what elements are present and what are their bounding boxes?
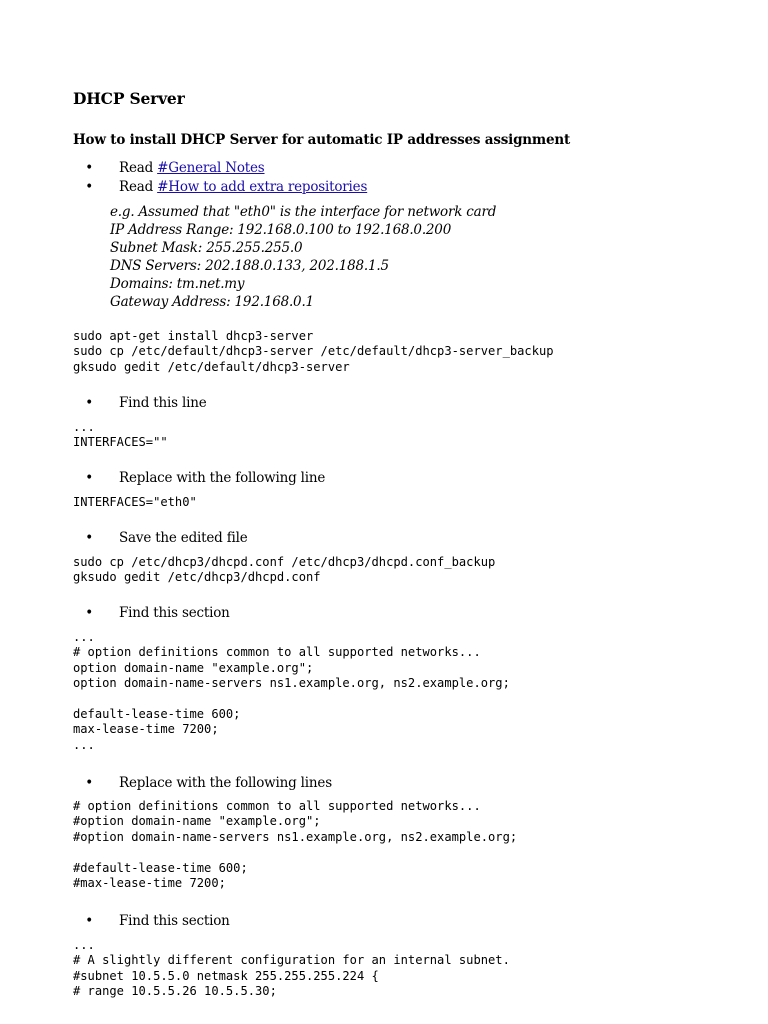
code-block-interfaces-eth0: INTERFACES="eth0": [73, 495, 197, 509]
code-block-options-commented: # option definitions common to all supported networks... #option domain-name "example.org"; #option domain-name-servers ns1.example.org, ns2.example.org; #default-lease-time 600; #max-lease-time 7200;: [73, 799, 518, 891]
page-title: DHCP Server: [73, 89, 185, 108]
step-list: [85, 912, 230, 931]
list-item: • Read #General Notes: [100, 159, 367, 178]
bullet-icon: •: [85, 470, 93, 486]
code-block-options-original: ... # option definitions common to all supported networks... option domain-name "example.org"; option domain-name-servers ns1.example.org, ns2.example.org; default-lease-time 600; max-lease-time 7200; ...: [73, 630, 510, 752]
step-list: [85, 529, 248, 548]
step-list: [85, 604, 230, 623]
code-block-subnet: ... # A slightly different configuration for an internal subnet. #subnet 10.5.5.0 netmask 255.255.255.224 { # range 10.5.5.26 10.5.5.30;: [73, 938, 510, 999]
example-line: DNS Servers: 202.188.0.133, 202.188.1.5: [110, 258, 389, 274]
example-line: Gateway Address: 192.168.0.1: [110, 294, 314, 310]
read-list: [85, 159, 368, 197]
bullet-icon: •: [85, 913, 93, 929]
bullet-icon: •: [85, 179, 93, 195]
bullet-icon: •: [85, 395, 93, 411]
bullet-icon: •: [85, 160, 93, 176]
example-config-block: [110, 203, 496, 311]
code-block-dhcpd-backup: sudo cp /etc/dhcp3/dhcpd.conf /etc/dhcp3/dhcpd.conf_backup gksudo gedit /etc/dhcp3/dhcpd.conf: [73, 555, 496, 585]
example-line: IP Address Range: 192.168.0.100 to 192.168.0.200: [110, 222, 452, 238]
example-line: Subnet Mask: 255.255.255.0: [110, 240, 303, 256]
bullet-icon: •: [85, 530, 93, 546]
section-heading: How to install DHCP Server for automatic IP addresses assignment: [73, 132, 571, 148]
list-item: • Replace with the following lines: [100, 774, 332, 793]
step-list: [85, 469, 326, 488]
list-item: • Find this section: [100, 912, 230, 931]
code-block-interfaces: ... INTERFACES="": [73, 420, 168, 450]
bullet-icon: •: [85, 605, 93, 621]
step-list: [85, 774, 332, 793]
list-item: • Read #How to add extra repositories: [100, 178, 367, 197]
general-notes-link[interactable]: #General Notes: [157, 160, 265, 176]
bullet-icon: •: [85, 775, 93, 791]
list-item: • Find this section: [100, 604, 230, 623]
list-item: • Save the edited file: [100, 529, 248, 548]
list-item: • Replace with the following line: [100, 469, 325, 488]
example-line: Domains: tm.net.my: [110, 276, 245, 292]
list-item: • Find this line: [100, 394, 207, 413]
example-line: e.g. Assumed that "eth0" is the interface for network card: [110, 204, 497, 220]
step-list: [85, 394, 207, 413]
code-block-install: sudo apt-get install dhcp3-server sudo cp /etc/default/dhcp3-server /etc/default/dhcp3-server_backup gksudo gedit /etc/default/dhcp3-server: [73, 329, 554, 374]
extra-repositories-link[interactable]: #How to add extra repositories: [157, 179, 368, 195]
